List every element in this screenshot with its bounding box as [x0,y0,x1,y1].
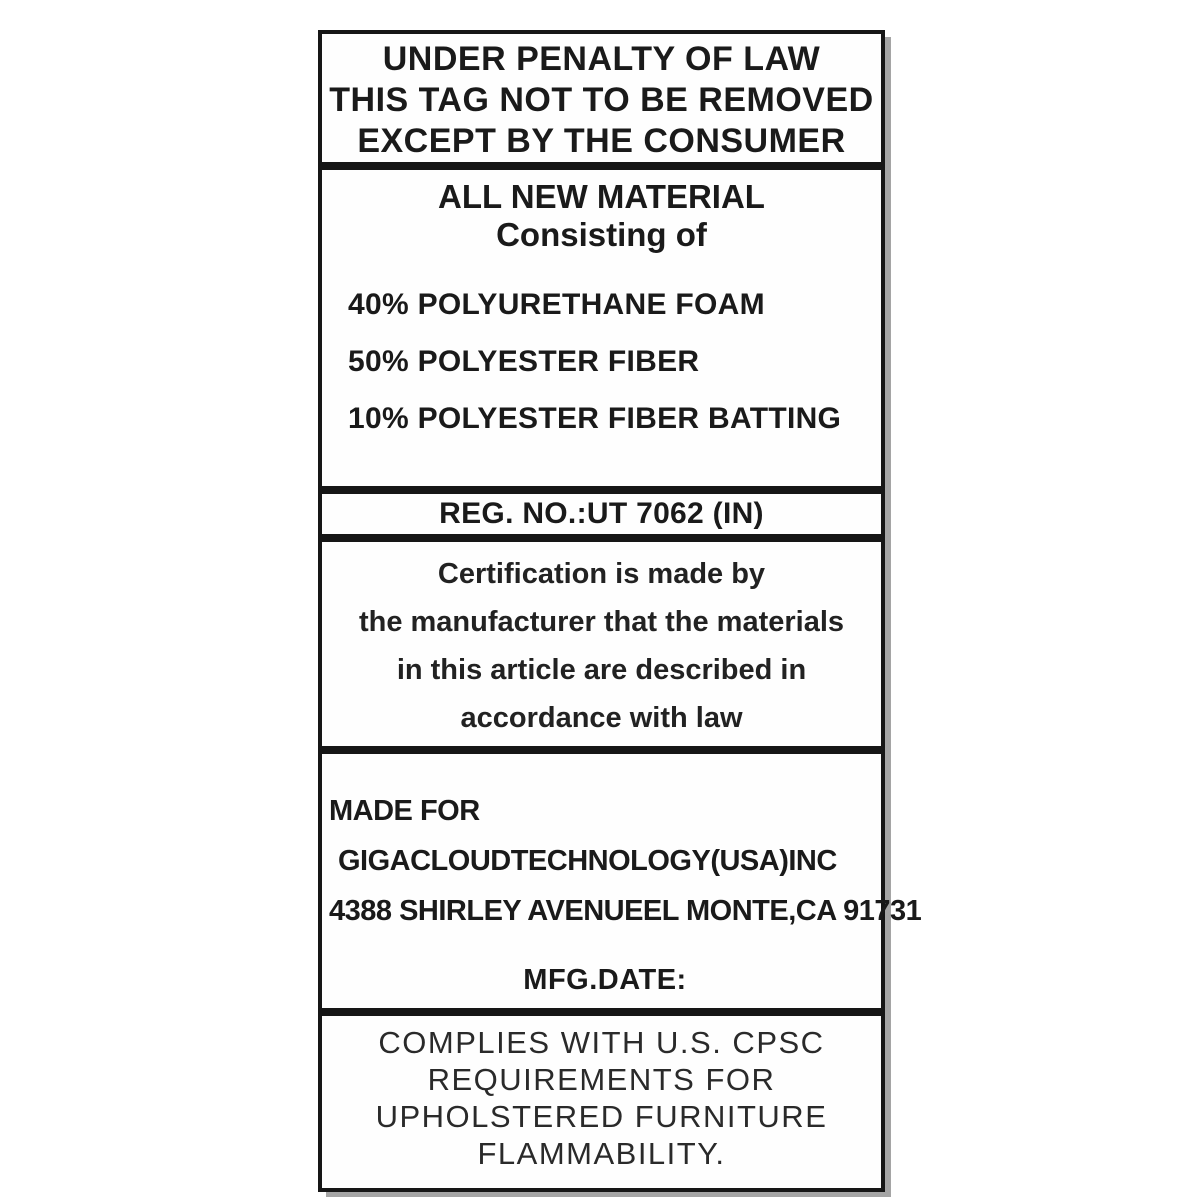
penalty-line: EXCEPT BY THE CONSUMER [357,122,846,160]
materials-section [318,166,885,490]
reg-no-text: REG. NO.:UT 7062 (IN) [439,497,764,530]
compliance-section [318,1012,885,1192]
certification-line: accordance with law [460,702,743,734]
compliance-line: COMPLIES WITH U.S. CPSC [378,1025,825,1060]
materials-heading-line: ALL NEW MATERIAL [438,178,765,215]
penalty-line: UNDER PENALTY OF LAW [382,40,821,78]
law-label [318,30,922,1192]
reg-no-section [318,490,885,538]
materials-heading-line: Consisting of [496,216,707,253]
company-name: GIGACLOUDTECHNOLOGY(USA)INC [338,845,837,877]
compliance-line: REQUIREMENTS FOR [427,1062,776,1097]
mfg-date-label: MFG.DATE: [523,964,687,996]
penalty-line: THIS TAG NOT TO BE REMOVED [329,81,874,119]
materials-heading [322,178,881,254]
certification-line: in this article are described in [396,654,807,686]
certification-line: the manufacturer that the materials [358,606,845,638]
material-item: 40% POLYURETHANE FOAM [348,288,765,321]
material-item: 10% POLYESTER FIBER BATTING [348,402,842,435]
certification-line: Certification is made by [437,558,766,590]
certification-section [318,538,885,750]
material-item: 50% POLYESTER FIBER [348,345,700,378]
made-for-section [318,750,922,1012]
compliance-line: FLAMMABILITY. [477,1136,726,1171]
compliance-line: UPHOLSTERED FURNITURE [375,1099,828,1134]
materials-list [322,290,881,434]
company-address: 4388 SHIRLEY AVENUEEL MONTE,CA 91731 [329,895,922,927]
made-for-label: MADE FOR [329,795,480,827]
penalty-section [318,30,885,166]
